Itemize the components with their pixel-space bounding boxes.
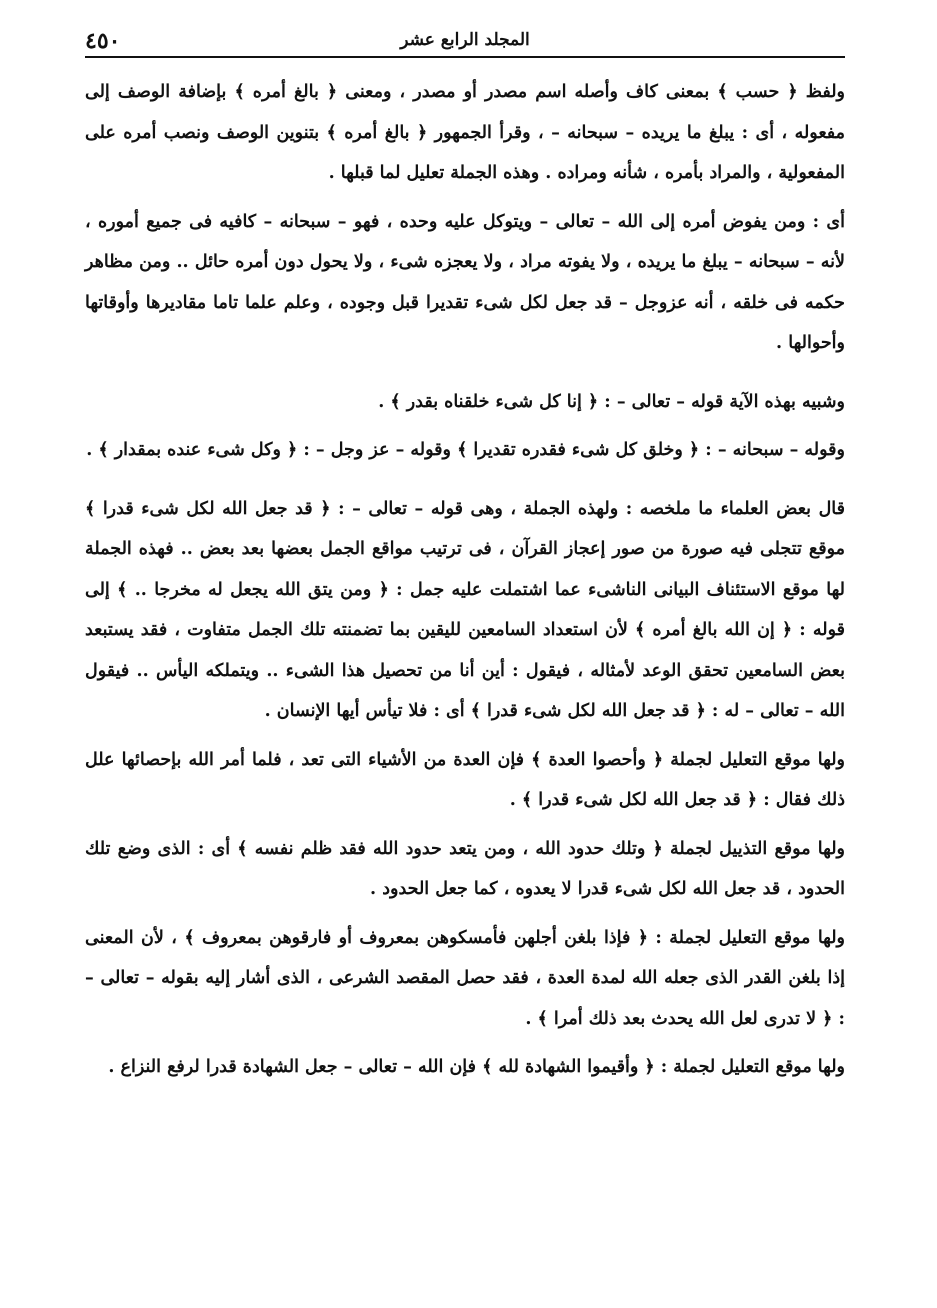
paragraph: ولها موقع التعليل لجملة : ﴿ فإذا بلغن أجلهن فأمسكوهن بمعروف أو فارقوهن بمعروف ﴾ ، لأن المعنى إذا بلغن القدر الذى جعله الله لمدة العدة ، فقد حصل المقصد الشرعى ، الذى أشار إليه بقوله – تعالى – : ﴿ لا تدرى لعل الله يحدث بعد ذلك أمرا ﴾ . xyxy=(85,927,845,1029)
paragraph: أى : ومن يفوض أمره إلى الله – تعالى – ويتوكل عليه وحده ، فهو – سبحانه – كافيه فى جميع أموره ، لأنه – سبحانه – يبلغ ما يريده ، ولا يفوته مراد ، ولا يعجزه شىء ، ولا يحول دون أمره حائل .. ومن مظاهر حكمه فى خلقه ، أنه عزوجل – قد جعل لكل شىء تقديرا قبل وجوده ، وعلم علما تاما مقاديرها وأوقاتها وأحوالها . xyxy=(85,211,845,353)
paragraph: ولها موقع التعليل لجملة ﴿ وأحصوا العدة ﴾ فإن العدة من الأشياء التى تعد ، فلما أمر الله بإحصائها علل ذلك فقال : ﴿ قد جعل الله لكل شىء قدرا ﴾ . xyxy=(85,749,845,810)
paragraph: ولها موقع التذييل لجملة ﴿ وتلك حدود الله ، ومن يتعد حدود الله فقد ظلم نفسه ﴾ أى : الذى وضع تلك الحدود ، قد جعل الله لكل شىء قدرا لا يعدوه ، كما جعل الحدود . xyxy=(85,838,845,899)
page-header xyxy=(85,22,845,58)
paragraph: وشبيه بهذه الآية قوله – تعالى – : ﴿ إنا كل شىء خلقناه بقدر ﴾ . xyxy=(378,391,845,412)
book-page xyxy=(85,22,845,1096)
paragraph: ولفظ ﴿ حسب ﴾ بمعنى كاف وأصله اسم مصدر أو مصدر ، ومعنى ﴿ بالغ أمره ﴾ بإضافة الوصف إلى مفعوله ، أى : يبلغ ما يريده – سبحانه – ، وقرأ الجمهور ﴿ بالغ أمره ﴾ بتنوين الوصف ونصب أمره على المفعولية ، والمراد بأمره ، شأنه ومراده . وهذه الجملة تعليل لما قبلها . xyxy=(85,82,845,183)
page-number: ٤٥٠ xyxy=(85,28,121,54)
page-body xyxy=(85,72,845,1088)
paragraph: ولها موقع التعليل لجملة : ﴿ وأقيموا الشهادة لله ﴾ فإن الله – تعالى – جعل الشهادة قدرا لرفع النزاع . xyxy=(108,1057,845,1077)
running-title: المجلد الرابع عشر xyxy=(400,30,530,50)
paragraph: وقوله – سبحانه – : ﴿ وخلق كل شىء فقدره تقديرا ﴾ وقوله – عز وجل – : ﴿ وكل شىء عنده بمقدار ﴾ . xyxy=(86,440,845,460)
paragraph: قال بعض العلماء ما ملخصه : ولهذه الجملة ، وهى قوله – تعالى – : ﴿ قد جعل الله لكل شىء قدرا ﴾ موقع تتجلى فيه صورة من صور إعجاز القرآن ، فى ترتيب مواقع الجمل بعضها بعد بعض .. فهذه الجملة لها موقع الاستئناف البيانى الناشىء عما اشتملت عليه جمل : ﴿ ومن يتق الله يجعل له مخرجا .. ﴾ إلى قوله : ﴿ إن الله بالغ أمره ﴾ لأن استعداد السامعين لليقين بما تضمنته تلك الجمل متفاوت ، فقد يستبعد بعض السامعين تحقق الوعد لأمثاله ، فيقول : أين أنا من تحصيل هذا الشىء .. ويتملكه اليأس .. فيقول الله – تعالى – له : ﴿ قد جعل الله لكل شىء قدرا ﴾ أى : فلا تيأس أيها الإنسان . xyxy=(85,498,845,721)
